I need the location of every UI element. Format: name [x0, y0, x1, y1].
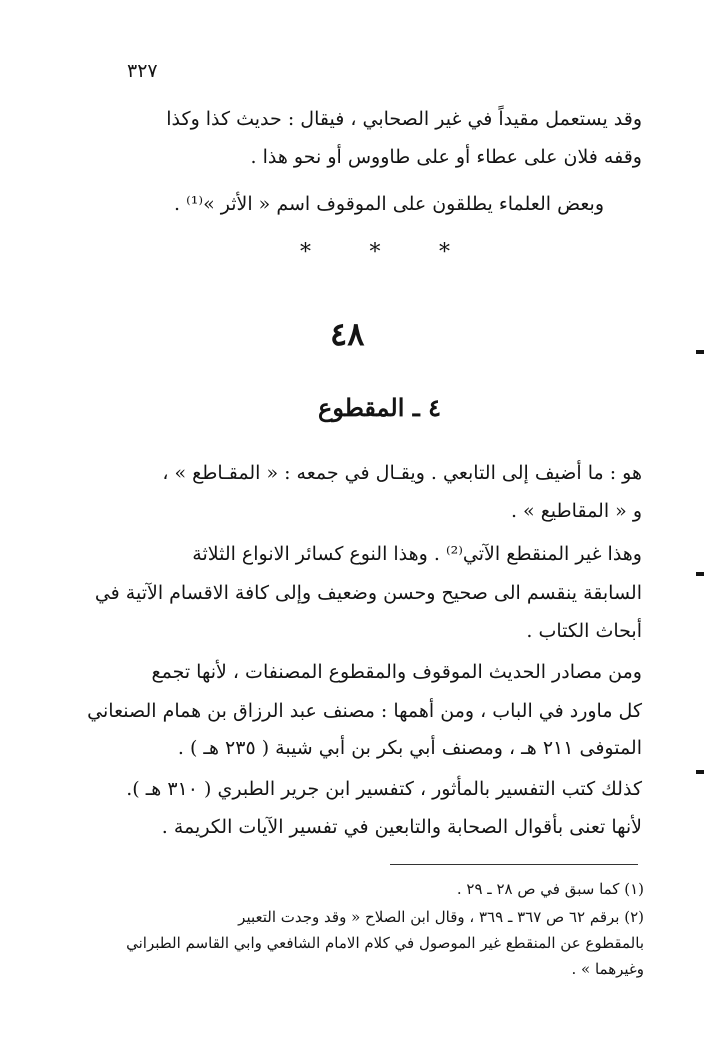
footnote-2-line-3: وغيرهما » . [571, 960, 644, 978]
paragraph-4-line-1: كذلك كتب التفسير بالمأثور ، كتفسير ابن جرير الطبري ( ٣١٠ هـ ). [126, 778, 642, 800]
separator-star: * [369, 240, 381, 265]
footnote-divider [390, 864, 638, 865]
intro-line-3: وبعض العلماء يطلقون على الموقوف اسم « الأثر »⁽¹⁾ . [174, 193, 604, 215]
footnote-1: (١) كما سبق في ص ٢٨ ـ ٢٩ . [456, 880, 644, 898]
intro-line-2: وقفه فلان على عطاء أو على طاووس أو نحو هذا . [250, 146, 642, 168]
section-title: ٤ ـ المقطوع [318, 393, 442, 422]
footnote-2-line-2: بالمقطوع عن المنقطع غير الموصول في كلام الامام الشافعي وابي القاسم الطبراني [126, 934, 644, 952]
separator-star: * [300, 240, 311, 265]
scan-edge-mark [696, 770, 704, 774]
paragraph-3-line-3: المتوفى ٢١١ هـ ، ومصنف أبي بكر بن أبي شيبة ( ٢٣٥ هـ ) . [177, 737, 642, 759]
footnote-2-line-1: (٢) برقم ٦٢ ص ٣٦٧ ـ ٣٦٩ ، وقال ابن الصلاح « وقد وجدت التعبير [238, 908, 644, 926]
definition-line-1: هو : ما أضيف إلى التابعي . ويقـال في جمعه : « المقـاطع » ، [162, 462, 642, 484]
scan-edge-mark [696, 350, 704, 354]
intro-line-1: وقد يستعمل مقيداً في غير الصحابي ، فيقال : حديث كذا وكذا [166, 108, 642, 130]
paragraph-2-line-1: وهذا غير المنقطع الآتي⁽²⁾ . وهذا النوع كسائر الانواع الثلاثة [192, 543, 642, 565]
paragraph-4-line-2: لأنها تعنى بأقوال الصحابة والتابعين في تفسير الآيات الكريمة . [161, 816, 642, 838]
paragraph-3-line-1: ومن مصادر الحديث الموقوف والمقطوع المصنفات ، لأنها تجمع [151, 661, 642, 683]
section-separator [300, 240, 450, 265]
paragraph-3-line-2: كل ماورد في الباب ، ومن أهمها : مصنف عبد الرزاق بن همام الصنعاني [87, 700, 642, 722]
definition-line-2: و « المقاطيع » . [510, 500, 642, 522]
separator-star: * [439, 240, 450, 265]
paragraph-2-line-2: السابقة ينقسم الى صحيح وحسن وضعيف وإلى كافة الاقسام الآتية في [94, 582, 642, 604]
section-number: ٤٨ [330, 315, 365, 353]
paragraph-2-line-3: أبحاث الكتاب . [526, 620, 642, 642]
page-number: ٣٢٧ [127, 60, 158, 82]
scan-edge-mark [696, 572, 704, 576]
